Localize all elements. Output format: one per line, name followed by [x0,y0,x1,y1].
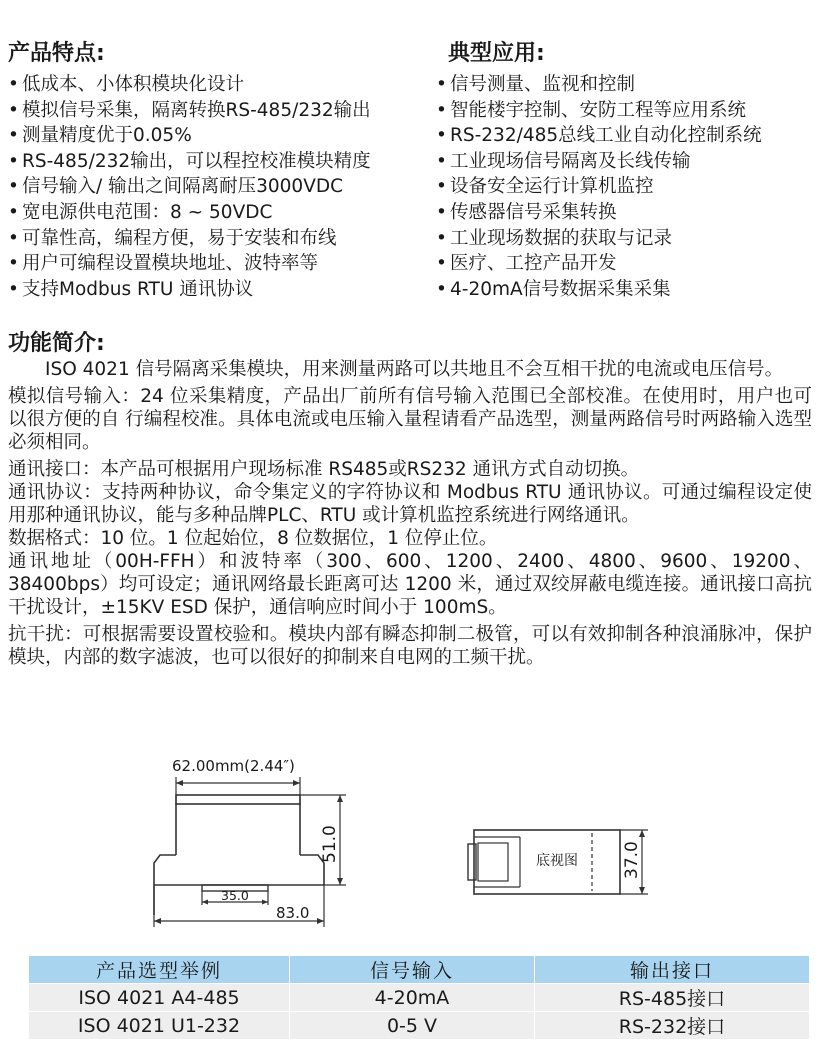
applications-list [436,72,762,302]
application-item: • 信号测量、监视和控制 [436,72,762,98]
table-row [29,984,810,1012]
table-cell: ISO 4021 A4-485 [29,984,290,1012]
table-header-cell: 信号输入 [290,956,535,984]
application-item: • 设备安全运行计算机监控 [436,174,762,200]
application-item: • 智能楼宇控制、安防工程等应用系统 [436,98,762,124]
base-dimension-label: 83.0 [276,904,310,922]
feature-item: • 测量精度优于0.05% [8,123,371,149]
feature-item: • 用户可编程设置模块地址、波特率等 [8,251,371,277]
application-item: • 医疗、工控产品开发 [436,251,762,277]
feature-item: • 可靠性高，编程方便，易于安装和布线 [8,226,371,252]
features-title: 产品特点: [8,41,105,66]
table-cell: ISO 4021 U1-232 [29,1012,290,1040]
table-cell: 0-5 V [290,1012,535,1040]
description-paragraph: 通讯协议：支持两种协议，命令集定义的字符协议和 Modbus RTU 通讯协议。可通过编程设定使用那种通讯协议，能与多种品牌PLC、RTU 或计算机监控系统进行网络通讯。 [8,482,812,526]
feature-item: • 低成本、小体积模块化设计 [8,72,371,98]
description-paragraph: 通讯接口：本产品可根据用户现场标准 RS485或RS232 通讯方式自动切换。 [8,459,640,480]
application-item: • 工业现场数据的获取与记录 [436,226,762,252]
table-cell: 4-20mA [290,984,535,1012]
application-item: • RS-232/485总线工业自动化控制系统 [436,123,762,149]
description-paragraph: 数据格式：10 位。1 位起始位，8 位数据位，1 位停止位。 [8,528,498,549]
description-paragraph: 抗干扰：可根据需要设置校验和。模块内部有瞬态抑制二极管，可以有效抑制各种浪涌脉冲，保护模块，内部的数字滤波，也可以很好的抑制来自电网的工频干扰。 [8,624,812,668]
width-dimension-label: 62.00mm(2.44″) [172,757,295,775]
table-header-cell: 产品选型举例 [29,956,290,984]
feature-item: • 宽电源供电范围：8 ~ 50VDC [8,200,371,226]
table-cell: RS-485接口 [535,984,810,1012]
application-item: • 工业现场信号隔离及长线传输 [436,149,762,175]
application-item: • 传感器信号采集转换 [436,200,762,226]
application-item: • 4-20mA信号数据采集采集 [436,277,762,303]
feature-item: • 支持Modbus RTU 通讯协议 [8,277,371,303]
applications-title: 典型应用: [448,41,545,66]
description-paragraph: 通讯地址（00H-FFH）和波特率（300、600、1200、2400、4800、9600、19200、38400bps）均可设定；通讯网络最长距离可达 1200 米，通过双绞屏蔽电缆连接。通讯接口高抗干扰设计，±15KV ESD 保护，通信响应时间小于 100mS。 [8,551,812,618]
table-header-cell: 输出接口 [535,956,810,984]
bottom-view-label: 底视图 [536,853,578,869]
features-list [8,72,371,302]
description-paragraph: 模拟信号输入：24 位采集精度，产品出厂前所有信号输入范围已全部校准。在使用时，用户也可以很方便的自 行编程校准。具体电流或电压输入量程请看产品选型，测量两路信号时两路输入选型必须相同。 [8,386,812,453]
table-header-row [29,956,810,984]
table-row [29,1012,810,1040]
description-title: 功能简介: [8,331,105,356]
depth-dimension-label: 37.0 [622,841,642,879]
description-body [8,358,812,673]
dimension-drawing [0,755,818,955]
table-cell: RS-232接口 [535,1012,810,1040]
rail-dimension-label: 35.0 [221,888,249,903]
feature-item: • 信号输入/ 输出之间隔离耐压3000VDC [8,174,371,200]
height-dimension-label: 51.0 [320,825,340,863]
feature-item: • RS-485/232输出，可以程控校准模块精度 [8,149,371,175]
description-paragraph: ISO 4021 信号隔离采集模块，用来测量两路可以共地且不会互相干扰的电流或电压信号。 [45,359,784,380]
selection-table [28,955,810,1040]
feature-item: • 模拟信号采集，隔离转换RS-485/232输出 [8,98,371,124]
